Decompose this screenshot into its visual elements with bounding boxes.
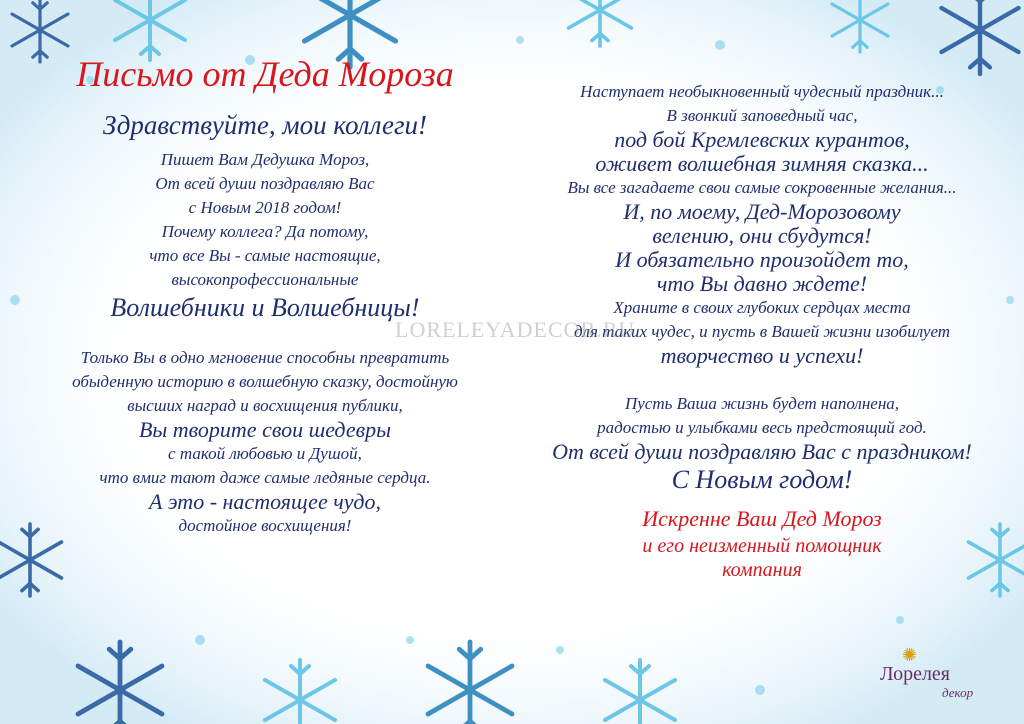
left-line-9: высших наград и восхищения публики,: [127, 396, 403, 415]
helper-line: и его неизменный помощник: [642, 535, 882, 557]
left-line-13: А это - настоящее чудо,: [148, 489, 382, 514]
left-line-7: Только Вы в одно мгновение способны превратить: [80, 348, 450, 367]
right-line-15: От всей души поздравляю Вас с праздником!: [552, 439, 972, 464]
right-line-8: И обязательно произойдет то,: [615, 247, 909, 272]
right-line-4: оживет волшебная зимняя сказка...: [595, 151, 929, 176]
right-line-9: что Вы давно ждете!: [656, 271, 868, 296]
company-line: компания: [722, 559, 802, 581]
left-line-2: От всей души поздравляю Вас: [155, 174, 375, 193]
left-line-10: Вы творите свои шедевры: [138, 417, 392, 442]
right-line-1: Наступает необыкновенный чудесный праздник...: [580, 82, 944, 101]
signature: Искренне Ваш Дед Мороз: [642, 506, 882, 531]
star-icon: ✺: [902, 645, 918, 666]
logo-sub: декор: [942, 685, 974, 700]
left-line-6: высокопрофессиональные: [171, 270, 359, 289]
left-column: [30, 52, 500, 538]
left-line-8: обыденную историю в волшебную сказку, достойную: [72, 372, 458, 391]
left-line-5: что все Вы - самые настоящие,: [149, 246, 381, 265]
right-line-10: Храните в своих глубоких сердцах места: [613, 298, 911, 317]
right-line-2: В звонкий заповедный час,: [666, 106, 858, 125]
right-line-11: для таких чудес, и пусть в Вашей жизни изобилует: [573, 322, 951, 341]
left-line-1: Пишет Вам Дедушка Мороз,: [160, 150, 370, 169]
right-line-6: И, по моему, Дед-Морозовому: [623, 199, 901, 224]
right-line-7: велению, они сбудутся!: [652, 223, 872, 248]
watermark: LORELEYADECOR.RU: [395, 317, 636, 342]
spacer: [522, 368, 1002, 392]
company-logo: [880, 645, 1000, 705]
right-line-12: творчество и успехи!: [660, 343, 864, 368]
letter-title: Письмо от Деда Мороза: [76, 54, 454, 94]
right-line-14: радостью и улыбками весь предстоящий год.: [597, 418, 927, 437]
logo-name: Лорелея: [880, 663, 950, 685]
right-line-5: Вы все загадаете свои самые сокровенные желания...: [567, 178, 957, 197]
left-line-4: Почему коллега? Да потому,: [161, 222, 369, 241]
left-line-14: достойное восхищения!: [178, 516, 352, 535]
right-line-3: под бой Кремлевских курантов,: [614, 127, 910, 152]
wizards-line: Волшебники и Волшебницы!: [110, 293, 420, 322]
left-line-12: что вмиг тают даже самые ледяные сердца.: [99, 468, 431, 487]
right-line-13: Пусть Ваша жизнь будет наполнена,: [624, 394, 900, 413]
greeting: Здравствуйте, мои коллеги!: [102, 110, 428, 140]
new-year-line: С Новым годом!: [671, 465, 853, 494]
left-line-11: с такой любовью и Душой,: [168, 444, 362, 463]
left-line-3: с Новым 2018 годом!: [188, 198, 342, 217]
